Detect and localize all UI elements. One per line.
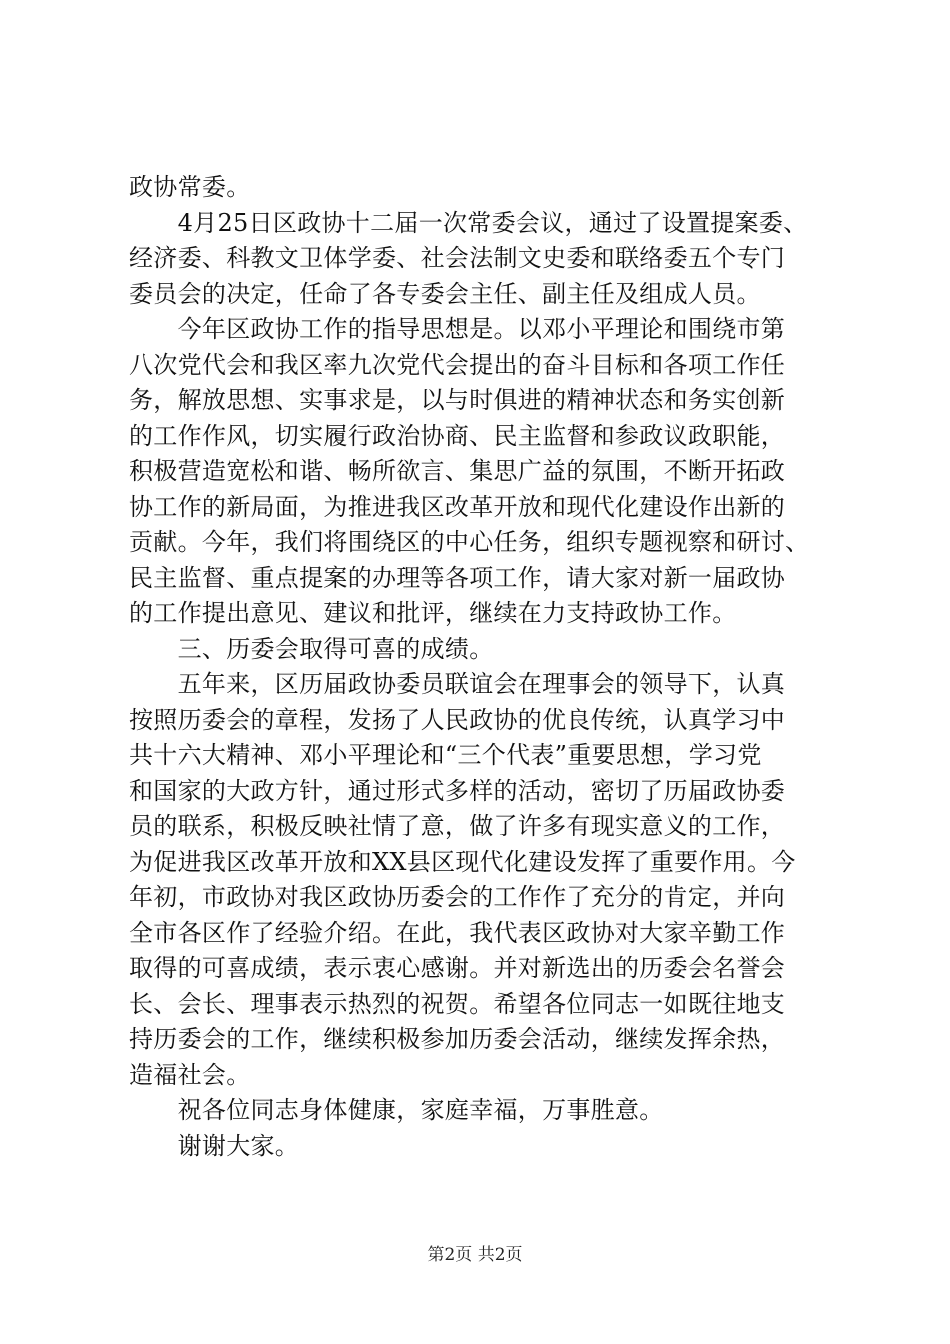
section-heading: 三、历委会取得可喜的成绩。: [129, 634, 494, 663]
text-line: 积极营造宽松和谐、畅所欲言、集思广益的氛围，不断开拓政: [129, 457, 786, 485]
text-line: 长、会长、理事表示热烈的祝贺。希望各位同志一如既往地支: [129, 989, 786, 1018]
text-line: 五年来，区历届政协委员联谊会在理事会的领导下，认真: [129, 670, 786, 698]
text-line: 协工作的新局面，为推进我区改革开放和现代化建设作出新的: [129, 492, 786, 521]
text-line: 全市各区作了经验介绍。在此，我代表区政协对大家辛勤工作: [129, 918, 786, 947]
text-line: 持历委会的工作，继续积极参加历委会活动，继续发挥余热，: [129, 1025, 786, 1053]
text-line: 4月25日区政协十二届一次常委会议，通过了设置提案委、: [129, 208, 808, 237]
text-line: 取得的可喜成绩，表示衷心感谢。并对新选出的历委会名誉会: [129, 954, 786, 982]
text-line: 今年区政协工作的指导思想是。以邓小平理论和围绕市第: [129, 315, 786, 343]
text-line: 务，解放思想、实事求是，以与时俱进的精神状态和务实创新: [129, 386, 786, 414]
text-line: 经济委、科教文卫体学委、社会法制文史委和联络委五个专门: [129, 244, 786, 272]
text-line: 和国家的大政方针，通过形式多样的活动，密切了历届政协委: [129, 776, 786, 805]
text-line: 为促进我区改革开放和XX县区现代化建设发挥了重要作用。今: [129, 847, 796, 876]
text-line: 年初，市政协对我区政协历委会的工作作了充分的肯定，并向: [129, 883, 786, 911]
text-line: 民主监督、重点提案的办理等各项工作，请大家对新一届政协: [129, 563, 786, 592]
document-body: [129, 170, 829, 1164]
text-line: 员的联系，积极反映社情了意，做了许多有现实意义的工作，: [129, 812, 786, 840]
text-line: 的工作提出意见、建议和批评，继续在力支持政协工作。: [129, 599, 737, 627]
text-line: 的工作作风，切实履行政治协商、民主监督和参政议政职能，: [129, 421, 786, 450]
text-line: 政协常委。: [129, 173, 251, 201]
text-line: 八次党代会和我区率九次党代会提出的奋斗目标和各项工作任: [129, 350, 786, 379]
text-line: 共十六大精神、邓小平理论和“三个代表”重要思想，学习党: [129, 741, 762, 769]
text-line: 委员会的决定，任命了各专委会主任、副主任及组成人员。: [129, 279, 761, 308]
text-line: 贡献。今年，我们将围绕区的中心任务，组织专题视察和研讨、: [129, 528, 810, 556]
text-line: 按照历委会的章程，发扬了人民政协的优良传统，认真学习中: [129, 705, 786, 734]
page-number: 第2页 共2页: [427, 1245, 523, 1265]
text-line: 祝各位同志身体健康，家庭幸福，万事胜意。: [129, 1096, 664, 1124]
text-line: 造福社会。: [129, 1060, 251, 1089]
page-footer: [0, 1243, 950, 1267]
text-line: 谢谢大家。: [129, 1131, 300, 1160]
